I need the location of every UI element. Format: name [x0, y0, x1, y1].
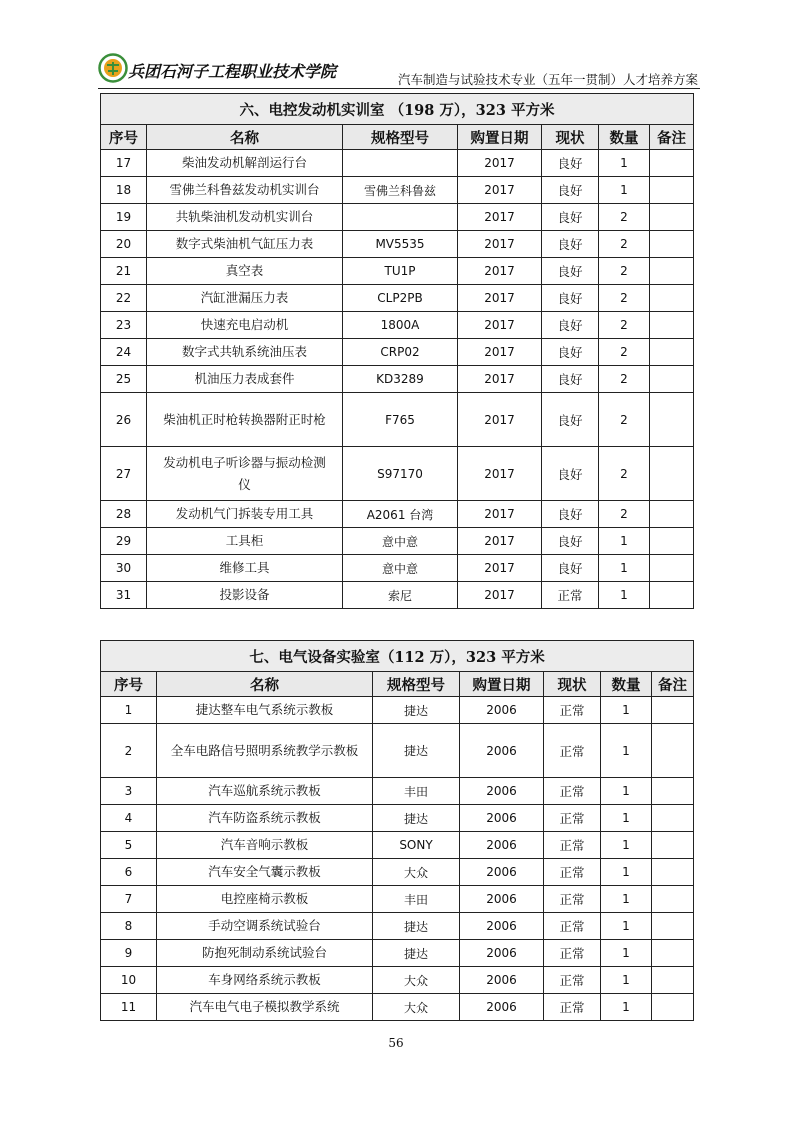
- remarks: [650, 447, 694, 501]
- row-number: 20: [101, 231, 147, 258]
- model-spec: 大众: [373, 859, 460, 886]
- table-row: [101, 697, 694, 724]
- model-spec: CLP2PB: [343, 285, 458, 312]
- remarks: [650, 258, 694, 285]
- row-number: 26: [101, 393, 147, 447]
- page-number: 56: [388, 1036, 404, 1050]
- column-header-quantity: 数量: [599, 125, 650, 150]
- equipment-name: 汽车安全气囊示教板: [157, 859, 373, 886]
- remarks: [652, 994, 694, 1021]
- purchase-year: 2017: [458, 447, 542, 501]
- condition-status: 良好: [542, 528, 599, 555]
- remarks: [650, 582, 694, 609]
- remarks: [650, 177, 694, 204]
- purchase-year: 2017: [458, 177, 542, 204]
- row-number: 1: [101, 697, 157, 724]
- table-row: [101, 312, 694, 339]
- row-number: 2: [101, 724, 157, 778]
- equipment-name: 机油压力表成套件: [147, 366, 343, 393]
- quantity: 2: [599, 339, 650, 366]
- purchase-year: 2017: [458, 528, 542, 555]
- model-spec: [343, 204, 458, 231]
- row-number: 27: [101, 447, 147, 501]
- condition-status: 正常: [544, 832, 601, 859]
- column-header-remarks: 备注: [650, 125, 694, 150]
- purchase-year: 2006: [460, 940, 544, 967]
- quantity: 1: [601, 886, 652, 913]
- table-row: [101, 528, 694, 555]
- purchase-year: 2017: [458, 393, 542, 447]
- model-spec: [343, 150, 458, 177]
- quantity: 1: [599, 150, 650, 177]
- column-header-condition-status: 现状: [542, 125, 599, 150]
- purchase-year: 2006: [460, 886, 544, 913]
- purchase-year: 2006: [460, 859, 544, 886]
- column-header-remarks: 备注: [652, 672, 694, 697]
- model-spec: 丰田: [373, 886, 460, 913]
- quantity: 1: [601, 697, 652, 724]
- quantity: 2: [599, 393, 650, 447]
- remarks: [650, 501, 694, 528]
- remarks: [652, 697, 694, 724]
- model-spec: F765: [343, 393, 458, 447]
- purchase-year: 2017: [458, 582, 542, 609]
- remarks: [650, 339, 694, 366]
- equipment-table-electrical-lab: [100, 640, 694, 1021]
- condition-status: 正常: [544, 994, 601, 1021]
- remarks: [650, 366, 694, 393]
- purchase-year: 2017: [458, 339, 542, 366]
- row-number: 10: [101, 967, 157, 994]
- equipment-name: 全车电路信号照明系统教学示教板: [157, 724, 373, 778]
- condition-status: 良好: [542, 447, 599, 501]
- model-spec: CRP02: [343, 339, 458, 366]
- condition-status: 良好: [542, 177, 599, 204]
- quantity: 1: [601, 967, 652, 994]
- row-number: 8: [101, 913, 157, 940]
- equipment-name: 柴油机正时枪转换器附正时枪: [147, 393, 343, 447]
- quantity: 1: [601, 805, 652, 832]
- condition-status: 良好: [542, 555, 599, 582]
- column-header-purchase-year: 购置日期: [460, 672, 544, 697]
- row-number: 7: [101, 886, 157, 913]
- table-row: [101, 886, 694, 913]
- model-spec: S97170: [343, 447, 458, 501]
- equipment-name: 汽车巡航系统示教板: [157, 778, 373, 805]
- model-spec: A2061 台湾: [343, 501, 458, 528]
- remarks: [650, 312, 694, 339]
- quantity: 1: [599, 582, 650, 609]
- condition-status: 正常: [542, 582, 599, 609]
- equipment-name: 防抱死制动系统试验台: [157, 940, 373, 967]
- row-number: 24: [101, 339, 147, 366]
- remarks: [652, 859, 694, 886]
- equipment-table-engine-lab: [100, 93, 694, 609]
- table-row: [101, 940, 694, 967]
- condition-status: 正常: [544, 778, 601, 805]
- table-row: [101, 501, 694, 528]
- model-spec: 捷达: [373, 805, 460, 832]
- condition-status: 正常: [544, 913, 601, 940]
- condition-status: 良好: [542, 501, 599, 528]
- quantity: 1: [601, 913, 652, 940]
- column-header-row: [101, 125, 694, 150]
- purchase-year: 2017: [458, 231, 542, 258]
- row-number: 30: [101, 555, 147, 582]
- remarks: [652, 913, 694, 940]
- quantity: 1: [601, 778, 652, 805]
- quantity: 2: [599, 366, 650, 393]
- table-title: 六、电控发动机实训室 （198 万），323 平方米: [101, 94, 694, 125]
- table-row: [101, 805, 694, 832]
- condition-status: 良好: [542, 366, 599, 393]
- model-spec: 捷达: [373, 724, 460, 778]
- model-spec: 雪佛兰科鲁兹: [343, 177, 458, 204]
- column-header-model-spec: 规格型号: [343, 125, 458, 150]
- purchase-year: 2006: [460, 967, 544, 994]
- remarks: [650, 285, 694, 312]
- table-row: [101, 778, 694, 805]
- row-number: 5: [101, 832, 157, 859]
- purchase-year: 2006: [460, 994, 544, 1021]
- table-row: [101, 177, 694, 204]
- remarks: [652, 940, 694, 967]
- condition-status: 良好: [542, 312, 599, 339]
- table-row: [101, 285, 694, 312]
- purchase-year: 2006: [460, 913, 544, 940]
- table-title-row: [101, 641, 694, 672]
- row-number: 29: [101, 528, 147, 555]
- purchase-year: 2017: [458, 150, 542, 177]
- equipment-name: 真空表: [147, 258, 343, 285]
- quantity: 1: [599, 177, 650, 204]
- table-title: 七、电气设备实验室（112 万），323 平方米: [101, 641, 694, 672]
- row-number: 21: [101, 258, 147, 285]
- quantity: 2: [599, 312, 650, 339]
- remarks: [652, 967, 694, 994]
- quantity: 2: [599, 258, 650, 285]
- remarks: [650, 150, 694, 177]
- column-header-purchase-year: 购置日期: [458, 125, 542, 150]
- equipment-name: 维修工具: [147, 555, 343, 582]
- purchase-year: 2017: [458, 258, 542, 285]
- row-number: 17: [101, 150, 147, 177]
- row-number: 31: [101, 582, 147, 609]
- quantity: 2: [599, 285, 650, 312]
- table-row: [101, 555, 694, 582]
- row-number: 6: [101, 859, 157, 886]
- row-number: 9: [101, 940, 157, 967]
- remarks: [652, 805, 694, 832]
- purchase-year: 2017: [458, 555, 542, 582]
- table-row: [101, 204, 694, 231]
- condition-status: 正常: [544, 805, 601, 832]
- table-row: [101, 393, 694, 447]
- model-spec: 捷达: [373, 913, 460, 940]
- table-row: [101, 994, 694, 1021]
- row-number: 11: [101, 994, 157, 1021]
- school-name: 兵团石河子工程职业技术学院: [128, 62, 337, 81]
- model-spec: 捷达: [373, 940, 460, 967]
- row-number: 3: [101, 778, 157, 805]
- column-header-row: [101, 672, 694, 697]
- quantity: 1: [601, 940, 652, 967]
- model-spec: 大众: [373, 967, 460, 994]
- equipment-name: 汽车电气电子模拟教学系统: [157, 994, 373, 1021]
- condition-status: 良好: [542, 231, 599, 258]
- remarks: [652, 778, 694, 805]
- equipment-name: 发动机气门拆装专用工具: [147, 501, 343, 528]
- table-row: [101, 150, 694, 177]
- column-header-row-number: 序号: [101, 672, 157, 697]
- remarks: [650, 231, 694, 258]
- model-spec: 1800A: [343, 312, 458, 339]
- model-spec: 意中意: [343, 528, 458, 555]
- column-header-quantity: 数量: [601, 672, 652, 697]
- remarks: [650, 204, 694, 231]
- purchase-year: 2017: [458, 501, 542, 528]
- condition-status: 正常: [544, 724, 601, 778]
- model-spec: 丰田: [373, 778, 460, 805]
- equipment-name: 快速充电启动机: [147, 312, 343, 339]
- equipment-name: 柴油发动机解剖运行台: [147, 150, 343, 177]
- table-row: [101, 967, 694, 994]
- model-spec: 意中意: [343, 555, 458, 582]
- purchase-year: 2017: [458, 204, 542, 231]
- quantity: 1: [599, 528, 650, 555]
- table-row: [101, 447, 694, 501]
- equipment-name: 雪佛兰科鲁兹发动机实训台: [147, 177, 343, 204]
- school-logo-icon: [98, 53, 128, 83]
- table-row: [101, 582, 694, 609]
- equipment-name: 车身网络系统示教板: [157, 967, 373, 994]
- condition-status: 良好: [542, 150, 599, 177]
- quantity: 1: [601, 832, 652, 859]
- row-number: 22: [101, 285, 147, 312]
- condition-status: 正常: [544, 859, 601, 886]
- row-number: 28: [101, 501, 147, 528]
- equipment-name: 数字式柴油机气缸压力表: [147, 231, 343, 258]
- equipment-name: 手动空调系统试验台: [157, 913, 373, 940]
- row-number: 25: [101, 366, 147, 393]
- condition-status: 正常: [544, 697, 601, 724]
- quantity: 2: [599, 231, 650, 258]
- condition-status: 良好: [542, 393, 599, 447]
- condition-status: 正常: [544, 967, 601, 994]
- condition-status: 良好: [542, 285, 599, 312]
- condition-status: 良好: [542, 258, 599, 285]
- condition-status: 正常: [544, 886, 601, 913]
- column-header-condition-status: 现状: [544, 672, 601, 697]
- column-header-equipment-name: 名称: [157, 672, 373, 697]
- condition-status: 良好: [542, 204, 599, 231]
- equipment-name: 捷达整车电气系统示教板: [157, 697, 373, 724]
- purchase-year: 2006: [460, 697, 544, 724]
- table-row: [101, 913, 694, 940]
- table-row: [101, 366, 694, 393]
- model-spec: TU1P: [343, 258, 458, 285]
- remarks: [652, 886, 694, 913]
- equipment-name: 发动机电子听诊器与振动检测仪: [147, 447, 343, 501]
- model-spec: SONY: [373, 832, 460, 859]
- row-number: 18: [101, 177, 147, 204]
- quantity: 2: [599, 204, 650, 231]
- equipment-name: 投影设备: [147, 582, 343, 609]
- model-spec: 大众: [373, 994, 460, 1021]
- quantity: 2: [599, 501, 650, 528]
- quantity: 1: [601, 994, 652, 1021]
- program-title: 汽车制造与试验技术专业（五年一贯制）人才培养方案: [397, 72, 698, 87]
- header-divider: [98, 88, 700, 89]
- quantity: 1: [601, 724, 652, 778]
- column-header-equipment-name: 名称: [147, 125, 343, 150]
- table-row: [101, 832, 694, 859]
- model-spec: KD3289: [343, 366, 458, 393]
- table-row: [101, 724, 694, 778]
- quantity: 2: [599, 447, 650, 501]
- remarks: [652, 832, 694, 859]
- purchase-year: 2006: [460, 832, 544, 859]
- equipment-name: 汽缸泄漏压力表: [147, 285, 343, 312]
- purchase-year: 2017: [458, 366, 542, 393]
- row-number: 23: [101, 312, 147, 339]
- purchase-year: 2006: [460, 724, 544, 778]
- equipment-name: 工具柜: [147, 528, 343, 555]
- table-row: [101, 339, 694, 366]
- condition-status: 正常: [544, 940, 601, 967]
- quantity: 1: [601, 859, 652, 886]
- column-header-model-spec: 规格型号: [373, 672, 460, 697]
- table-row: [101, 859, 694, 886]
- purchase-year: 2017: [458, 312, 542, 339]
- column-header-row-number: 序号: [101, 125, 147, 150]
- remarks: [650, 555, 694, 582]
- page-header: [98, 50, 698, 92]
- equipment-name: 汽车音响示教板: [157, 832, 373, 859]
- purchase-year: 2017: [458, 285, 542, 312]
- table-row: [101, 258, 694, 285]
- model-spec: 捷达: [373, 697, 460, 724]
- purchase-year: 2006: [460, 778, 544, 805]
- row-number: 4: [101, 805, 157, 832]
- equipment-name: 电控座椅示教板: [157, 886, 373, 913]
- quantity: 1: [599, 555, 650, 582]
- purchase-year: 2006: [460, 805, 544, 832]
- row-number: 19: [101, 204, 147, 231]
- table-row: [101, 231, 694, 258]
- condition-status: 良好: [542, 339, 599, 366]
- remarks: [652, 724, 694, 778]
- equipment-name: 共轨柴油机发动机实训台: [147, 204, 343, 231]
- model-spec: MV5535: [343, 231, 458, 258]
- equipment-name: 数字式共轨系统油压表: [147, 339, 343, 366]
- model-spec: 索尼: [343, 582, 458, 609]
- table-title-row: [101, 94, 694, 125]
- equipment-name: 汽车防盗系统示教板: [157, 805, 373, 832]
- remarks: [650, 528, 694, 555]
- remarks: [650, 393, 694, 447]
